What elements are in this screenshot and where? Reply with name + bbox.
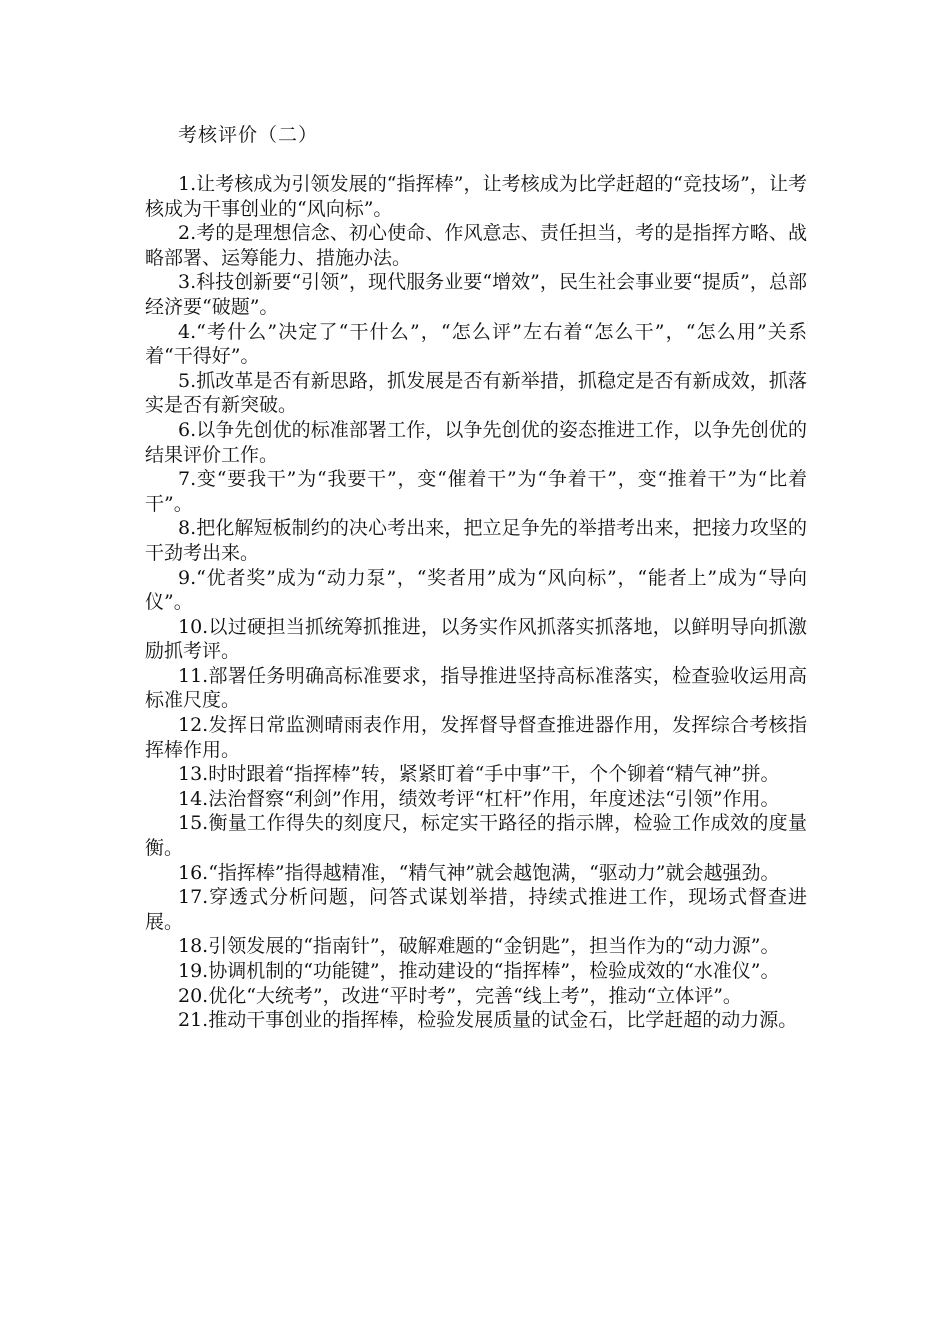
- list-item: 3.科技创新要“引领”，现代服务业要“增效”，民生社会事业要“提质”，总部经济要“破题”。: [145, 271, 807, 318]
- list-item: 4.“考什么”决定了“干什么”，“怎么评”左右着“怎么干”，“怎么用”关系着“干得好”。: [145, 320, 807, 368]
- list-item: 8.把化解短板制约的决心考出来，把立足争先的举措考出来，把接力攻坚的干劲考出来。: [145, 517, 807, 564]
- document-title: 考核评价（二）: [178, 124, 319, 146]
- list-item: 5.抓改革是否有新思路，抓发展是否有新举措，抓稳定是否有新成效，抓落实是否有新突破。: [145, 369, 807, 417]
- list-item: 13.时时跟着“指挥棒”转，紧紧盯着“手中事”干，个个铆着“精气神”拼。: [178, 763, 780, 786]
- list-item: 6.以争先创优的标准部署工作，以争先创优的姿态推进工作，以争先创优的结果评价工作。: [145, 418, 807, 466]
- list-item: 11.部署任务明确高标准要求，指导推进坚持高标准落实，检查验收运用高标准尺度。: [145, 664, 807, 712]
- list-item: 2.考的是理想信念、初心使命、作风意志、责任担当，考的是指挥方略、战略部署、运筹能力、措施办法。: [145, 222, 807, 269]
- list-item: 21.推动干事创业的指挥棒，检验发展质量的试金石，比学赶超的动力源。: [178, 1009, 798, 1032]
- list-item: 10.以过硬担当抓统筹抓推进，以务实作风抓落实抓落地，以鲜明导向抓激励抓考评。: [145, 615, 807, 663]
- list-item: 7.变“要我干”为“我要干”，变“催着干”为“争着干”，变“推着干”为“比着干”。: [145, 468, 807, 515]
- list-item: 1.让考核成为引领发展的“指挥棒”，让考核成为比学赶超的“竞技场”，让考核成为干事创业的“风向标”。: [145, 173, 807, 220]
- item-list: [145, 172, 807, 1033]
- list-item: 12.发挥日常监测晴雨表作用，发挥督导督查推进器作用，发挥综合考核指挥棒作用。: [145, 714, 807, 761]
- list-item: 17.穿透式分析问题，问答式谋划举措，持续式推进工作，现场式督查进展。: [145, 886, 807, 933]
- list-item: 18.引领发展的“指南针”，破解难题的“金钥匙”，担当作为的“动力源”。: [178, 935, 780, 958]
- list-item: 9.“优者奖”成为“动力泵”，“奖者用”成为“风向标”，“能者上”成为“导向仪”。: [145, 566, 807, 614]
- list-item: 15.衡量工作得失的刻度尺，标定实干路径的指示牌，检验工作成效的度量衡。: [145, 812, 807, 860]
- list-item: 14.法治督察“利剑”作用，绩效考评“杠杆”作用，年度述法“引领”作用。: [178, 787, 780, 810]
- list-item: 20.优化“大统考”，改进“平时考”，完善“线上考”，推动“立体评”。: [178, 984, 742, 1007]
- list-item: 19.协调机制的“功能键”，推动建设的“指挥棒”，检验成效的“水准仪”。: [178, 960, 780, 982]
- list-item: 16.“指挥棒”指得越精准，“精气神”就会越饱满，“驱动力”就会越强劲。: [178, 861, 780, 884]
